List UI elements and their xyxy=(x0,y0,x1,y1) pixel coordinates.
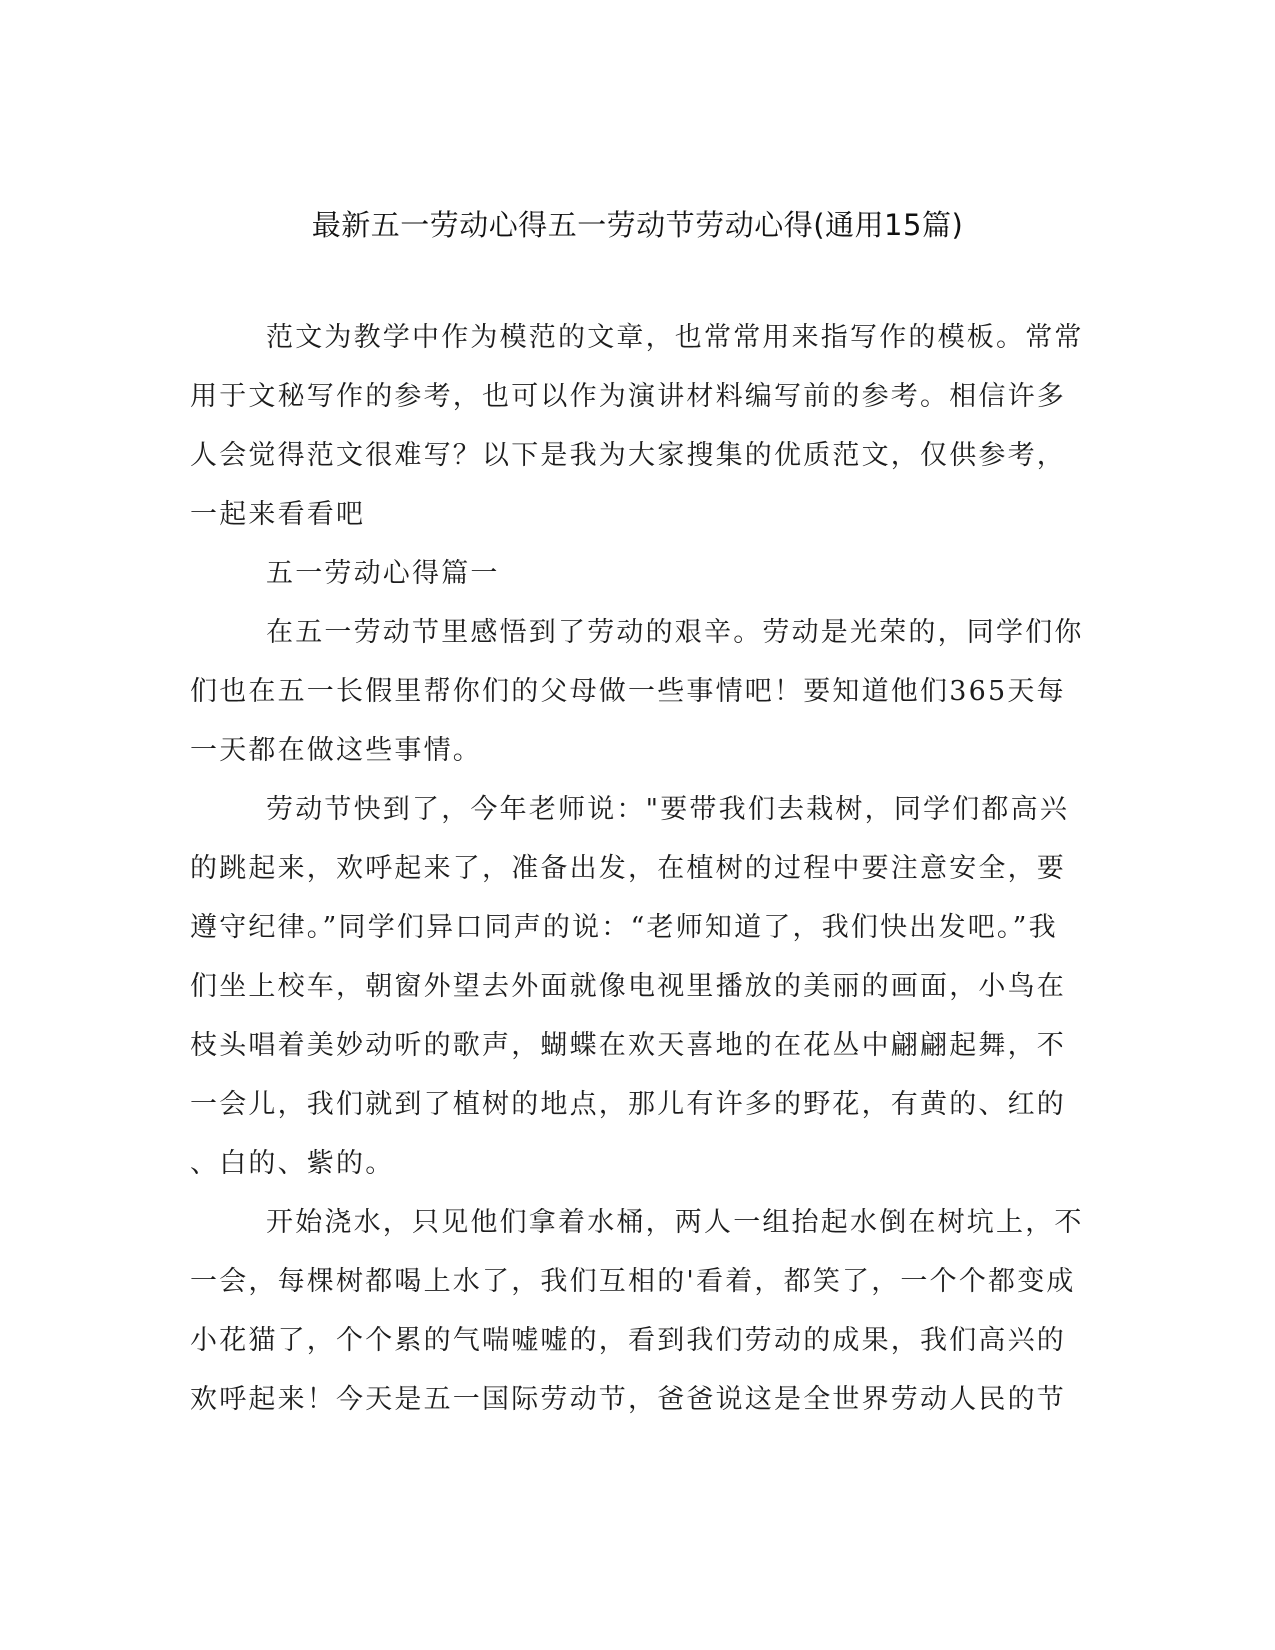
paragraph-line: 、白的、紫的。 xyxy=(190,1148,395,1179)
paragraph-line: 们也在五一长假里帮你们的父母做一些事情吧！要知道他们365天每 xyxy=(190,676,1066,707)
document-title: 最新五一劳动心得五一劳动节劳动心得(通用15篇) xyxy=(311,208,964,242)
paragraph-line: 范文为教学中作为模范的文章，也常常用来指写作的模板。常常 xyxy=(266,322,1084,353)
paragraph-line: 一起来看看吧 xyxy=(190,499,366,530)
paragraph-line: 枝头唱着美妙动听的歌声，蝴蝶在欢天喜地的在花丛中翩翩起舞，不 xyxy=(190,1030,1066,1061)
paragraph-line: 们坐上校车，朝窗外望去外面就像电视里播放的美丽的画面，小鸟在 xyxy=(190,971,1066,1002)
section-heading: 五一劳动心得篇一 xyxy=(266,558,500,589)
paragraph-line: 的跳起来，欢呼起来了，准备出发，在植树的过程中要注意安全，要 xyxy=(190,853,1066,884)
paragraph-line: 一天都在做这些事情。 xyxy=(190,735,482,766)
paragraph-line: 一会儿，我们就到了植树的地点，那儿有许多的野花，有黄的、红的 xyxy=(190,1089,1066,1120)
paragraph-line: 欢呼起来！今天是五一国际劳动节，爸爸说这是全世界劳动人民的节 xyxy=(190,1384,1066,1415)
paragraph-line: 在五一劳动节里感悟到了劳动的艰辛。劳动是光荣的，同学们你 xyxy=(266,617,1084,648)
paragraph-line: 一会，每棵树都喝上水了，我们互相的'看着，都笑了，一个个都变成 xyxy=(190,1266,1076,1297)
paragraph-line: 劳动节快到了，今年老师说："要带我们去栽树，同学们都高兴 xyxy=(266,794,1070,825)
paragraph-line: 小花猫了，个个累的气喘嘘嘘的，看到我们劳动的成果，我们高兴的 xyxy=(190,1325,1066,1356)
paragraph-line: 用于文秘写作的参考，也可以作为演讲材料编写前的参考。相信许多 xyxy=(190,381,1066,412)
paragraph-line: 开始浇水，只见他们拿着水桶，两人一组抬起水倒在树坑上，不 xyxy=(266,1207,1084,1238)
paragraph-line: 人会觉得范文很难写？以下是我为大家搜集的优质范文，仅供参考， xyxy=(190,440,1066,471)
paragraph-line: 遵守纪律。”同学们异口同声的说：“老师知道了，我们快出发吧。”我 xyxy=(190,912,1058,943)
